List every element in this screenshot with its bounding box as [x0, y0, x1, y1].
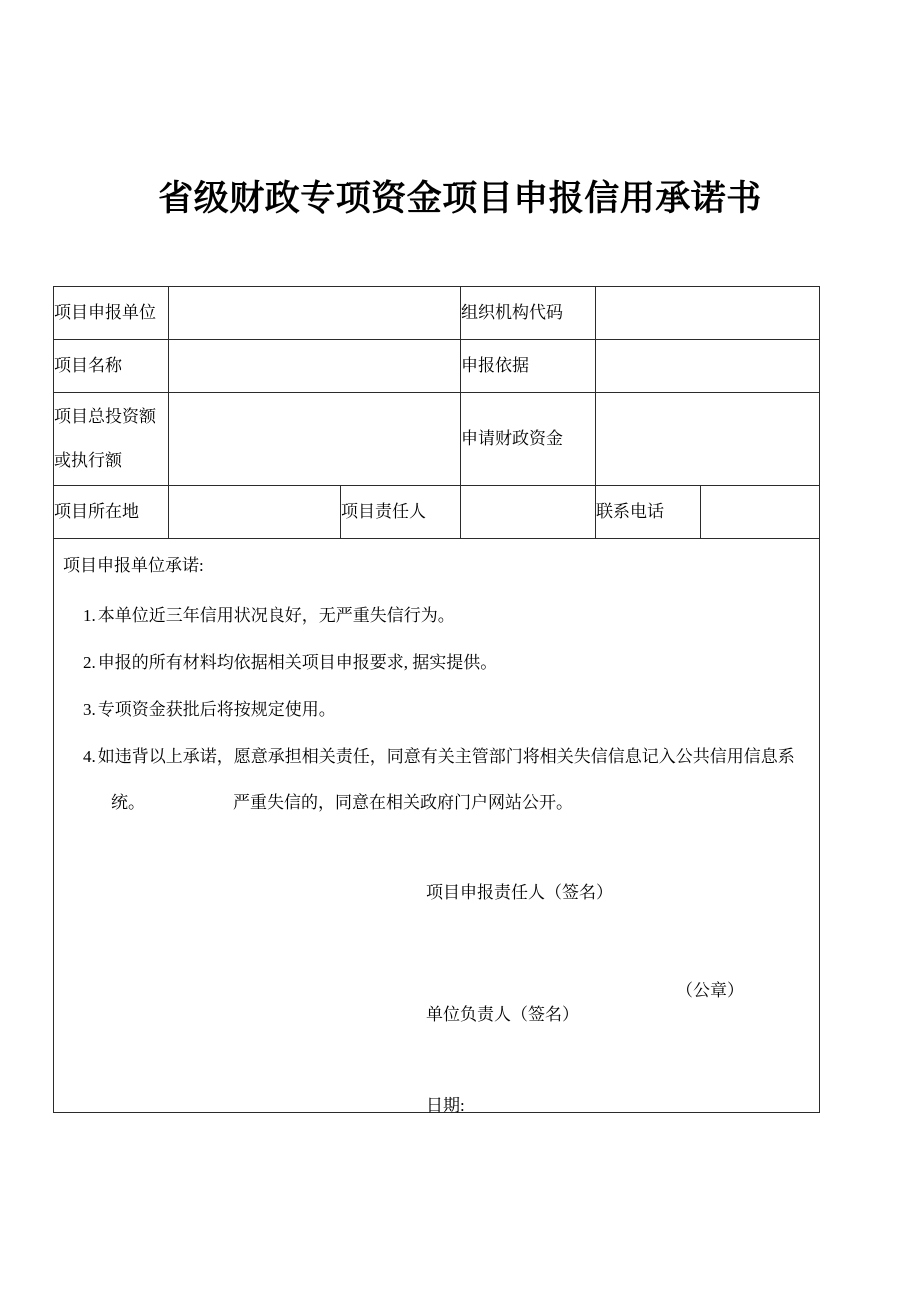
- commitment-item-1: [83, 603, 455, 629]
- table-row: [54, 393, 820, 486]
- label-total-investment-line1: 项目总投资额: [54, 407, 156, 426]
- commitment-item-3-text: 专项资金获批后将按规定使用。: [97, 700, 336, 719]
- table-row: [54, 287, 820, 340]
- commitment-item-2: [83, 650, 497, 676]
- signature-project-responsible[interactable]: 项目申报责任人（签名）: [426, 883, 613, 902]
- commitment-item-4-text: 如违背以上承诺，愿意承担相关责任，同意有关主管部门将相关失信信息记入公共信用信息系: [97, 747, 795, 766]
- field-org-code[interactable]: [596, 287, 820, 340]
- field-applicant-unit[interactable]: [169, 287, 461, 340]
- project-info-table: [53, 286, 820, 1113]
- table-row-commitment: [54, 539, 820, 1113]
- signature-unit-responsible[interactable]: 单位负责人（签名）: [426, 1005, 579, 1024]
- label-applicant-unit: 项目申报单位: [54, 287, 169, 340]
- commitment-item-2-text: 申报的所有材料均依据相关项目申报要求, 据实提供。: [97, 653, 498, 672]
- commitment-block: [54, 539, 820, 1113]
- label-project-location: 项目所在地: [54, 486, 169, 539]
- field-project-manager[interactable]: [461, 486, 596, 539]
- field-project-name[interactable]: [169, 340, 461, 393]
- label-project-manager: 项目责任人: [341, 486, 461, 539]
- field-requested-funds[interactable]: [596, 393, 820, 486]
- label-org-code: 组织机构代码: [461, 287, 596, 340]
- commitment-item-1-number: 1.: [83, 606, 96, 625]
- table-row: [54, 340, 820, 393]
- label-application-basis: 申报依据: [461, 340, 596, 393]
- signature-date-label[interactable]: 日期:: [426, 1096, 465, 1115]
- field-application-basis[interactable]: [596, 340, 820, 393]
- field-total-investment[interactable]: [169, 393, 461, 486]
- page-title: 省级财政专项资金项目申报信用承诺书: [158, 179, 762, 219]
- label-requested-funds: 申请财政资金: [461, 393, 596, 486]
- commitment-item-1-text: 本单位近三年信用状况良好，无严重失信行为。: [97, 606, 455, 625]
- field-contact-phone[interactable]: [701, 486, 820, 539]
- commitment-item-4-number: 4.: [83, 747, 96, 766]
- label-project-name: 项目名称: [54, 340, 169, 393]
- label-contact-phone: 联系电话: [596, 486, 701, 539]
- commitment-item-4-continued: [111, 790, 573, 816]
- commitment-item-3: [83, 697, 336, 723]
- official-seal-label: （公章）: [676, 981, 744, 1000]
- field-project-location[interactable]: [169, 486, 341, 539]
- commitment-item-4: [83, 744, 795, 770]
- commitment-item-3-number: 3.: [83, 700, 96, 719]
- table-row: [54, 486, 820, 539]
- commitment-item-4-line2-b: 严重失信的，同意在相关政府门户网站公开。: [233, 793, 573, 812]
- label-total-investment-line2: 或执行额: [54, 451, 122, 470]
- commitment-item-2-number: 2.: [83, 653, 96, 672]
- commitment-intro: 项目申报单位承诺:: [63, 556, 204, 575]
- commitment-item-4-line2-a: 统。: [111, 793, 145, 812]
- label-total-investment: [54, 393, 169, 486]
